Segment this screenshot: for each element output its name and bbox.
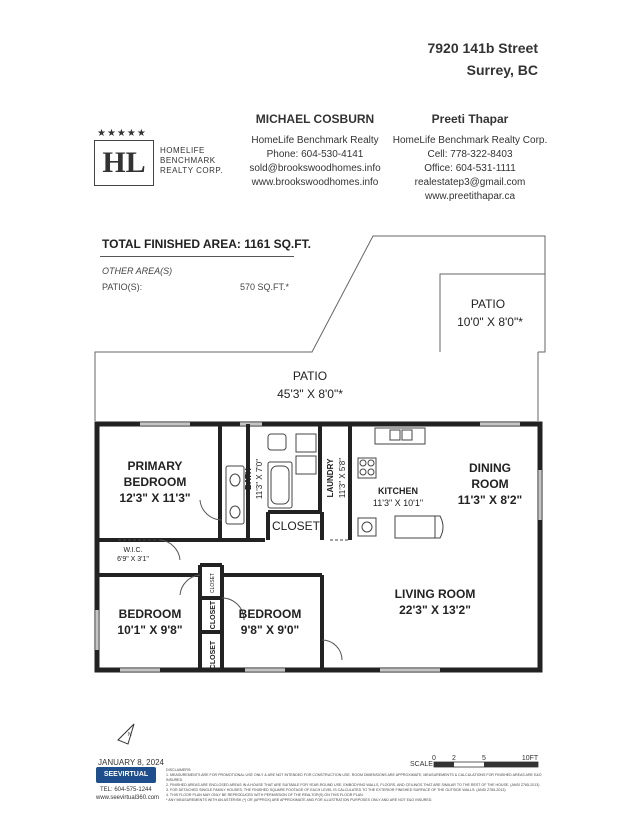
scale-tick: 5: [482, 755, 486, 762]
agent-email: realestatep3@gmail.com: [414, 177, 526, 188]
primary-name-1: PRIMARY: [127, 459, 183, 473]
dining-name-1: DINING: [469, 461, 511, 475]
agent-name: MICHAEL COSBURN: [255, 112, 375, 126]
washer: [296, 434, 316, 452]
seevirtual-web: www.seevirtual360.com: [96, 795, 160, 801]
north-label: N: [128, 732, 132, 738]
island-end: [435, 516, 443, 538]
small-patio-outline: [440, 274, 545, 352]
other-areas-heading: OTHER AREA(S): [102, 266, 173, 276]
wic-dims: 6'9" X 3'1": [117, 556, 149, 563]
wic-name: W.I.C.: [123, 547, 143, 554]
burner: [368, 469, 374, 475]
logo-text-line: HOMELIFE: [160, 146, 205, 155]
primary-dims: 12'3" X 11'3": [119, 491, 191, 505]
agent-website: www.preetithapar.ca: [424, 191, 516, 202]
total-finished-area: TOTAL FINISHED AREA: 1161 SQ.FT.: [102, 237, 311, 251]
laundry-dims: 11'3" X 5'8": [338, 457, 347, 499]
agent-company: HomeLife Benchmark Realty: [251, 135, 379, 146]
scale-tick: 2: [452, 755, 456, 762]
bath-dims: 11'3" X 7'0": [255, 458, 264, 500]
laundry-name: LAUNDRY: [326, 458, 335, 498]
north-arrow-icon: [118, 724, 134, 744]
door-swing: [322, 640, 342, 660]
address-line-2: Surrey, BC: [466, 62, 538, 78]
dryer: [296, 456, 316, 474]
agent-company: HomeLife Benchmark Realty Corp.: [392, 135, 548, 146]
agent-office: Office: 604-531-1111: [424, 163, 516, 174]
bathtub-basin: [271, 466, 289, 504]
door-swing: [160, 540, 180, 560]
living-dims: 22'3" X 13'2": [399, 603, 471, 617]
burner: [368, 460, 374, 466]
bedroom1-dims: 10'1" X 9'8": [117, 623, 183, 637]
logo-mark: HL: [94, 140, 154, 186]
patio-area-label: PATIO(S):: [102, 282, 143, 292]
patio-small-dims: 10'0" X 8'0"*: [457, 315, 523, 329]
burner: [360, 469, 366, 475]
kitchen-name: KITCHEN: [378, 486, 418, 496]
kitchen-dims: 11'3" X 10'1": [372, 498, 424, 508]
patio-large-name: PATIO: [292, 369, 328, 383]
scale-segment: [434, 762, 454, 767]
bedroom1-name: BEDROOM: [118, 607, 182, 621]
logo-text-line: BENCHMARK: [160, 156, 216, 165]
closet-v-label-2: CLOSET: [210, 640, 217, 670]
closet-v-label: CLOSET: [210, 600, 217, 630]
primary-name-2: BEDROOM: [123, 475, 187, 489]
seevirtual-logo: SEEVIRTUAL: [96, 767, 156, 783]
dining-dims: 11'3" X 8'2": [457, 493, 523, 507]
agent-website: www.brookswoodhomes.info: [251, 177, 379, 188]
disclaimer-title: DISCLAIMERS:: [166, 768, 192, 772]
bath-name: BATH: [244, 468, 253, 490]
bedroom2-dims: 9'8" X 9'0": [240, 623, 300, 637]
scale-tick: 0: [432, 755, 436, 762]
closet-small-label: CLOSET: [210, 572, 216, 594]
agent-phone: Phone: 604-530-4141: [266, 149, 364, 160]
disclaimer-line: 3. FOR DETACHED SINGLE FAMILY HOUSES, THE FINISHED SQUARE FOOTAGE OF EACH LEVEL IS CALCULATED TO THE EXTERIOR FINISHED SURFACE OF THE OUTSIDE WALLS. (ANSI Z765-2013): [166, 788, 506, 792]
sink: [230, 474, 240, 486]
agent-email: sold@brookswoodhomes.info: [249, 163, 381, 174]
disclaimer-line: 1. MEASUREMENTS ARE FOR PROMOTIONAL USE ONLY & ARE NOT INTENDED FOR CONSTRUCTION USE. ROOM DIMENSIONS ARE APPROXIMATE, MEASUREMENTS & CALCULATIONS FOR FINISHED AREAS ARE E&O INSURED.: [166, 773, 542, 782]
dining-name-2: ROOM: [471, 477, 509, 491]
agent-cell: Cell: 778-322-8403: [427, 149, 513, 160]
address-line-1: 7920 141b Street: [427, 40, 538, 56]
bedroom2-name: BEDROOM: [238, 607, 302, 621]
fridge-mark: [362, 522, 372, 532]
disclaimer: [166, 768, 546, 803]
scale-label: SCALE: [410, 761, 433, 768]
scale-tick: 10FT: [521, 755, 539, 762]
seevirtual-tel: TEL: 604-575-1244: [100, 787, 152, 793]
logo-stars: ★★★★★: [97, 128, 147, 139]
disclaimer-line: * ANY MEASUREMENTS WITH AN ASTERISK (*) OR (APPROX) ARE APPROXIMATE AND FOR ILLUSTRATION PURPOSES ONLY AND ARE NOT E&O INSURED.: [166, 798, 433, 802]
kitchen-sink-bowl: [402, 430, 412, 440]
living-name: LIVING ROOM: [394, 587, 476, 601]
plan-date: JANUARY 8, 2024: [98, 758, 164, 767]
toilet: [268, 434, 286, 450]
closet-main-label: CLOSET: [271, 519, 321, 533]
patio-large-dims: 45'3" X 8'0"*: [277, 387, 343, 401]
door-swing: [180, 575, 200, 595]
sink: [230, 506, 240, 518]
burner: [360, 460, 366, 466]
patio-area-value: 570 SQ.FT.*: [240, 282, 290, 292]
kitchen-island: [395, 516, 435, 538]
disclaimer-line: 2. FINISHED AREAS ARE ENCLOSED AREAS IN A HOUSE THAT ARE SUITABLE FOR YEAR-ROUND USE, EMBODYING WALLS, FLOORS, AND CEILINGS THAT ARE SIMILAR TO THE REST OF THE HOUSE. (ANSI Z765-2013): [166, 783, 540, 787]
agent-name: Preeti Thapar: [431, 112, 509, 126]
disclaimer-line: 4. THIS FLOOR PLAN MAY ONLY BE REPRODUCED WITH PERMISSION OF THE REALTOR(S) ON THIS FLOOR PLAN.: [166, 793, 364, 797]
scale-segment: [484, 762, 538, 767]
kitchen-sink-bowl: [390, 430, 400, 440]
logo-text-line: REALTY CORP.: [160, 166, 223, 175]
scale-bar: [432, 755, 539, 767]
patio-small-name: PATIO: [470, 297, 506, 311]
